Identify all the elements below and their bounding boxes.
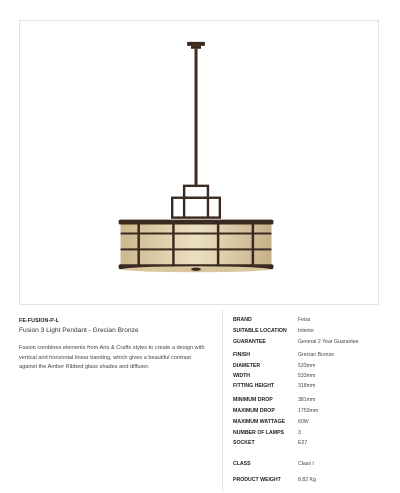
spec-label: MAXIMUM DROP bbox=[233, 408, 275, 414]
suspension-rod bbox=[195, 49, 198, 186]
spec-value: 533mm bbox=[298, 373, 316, 379]
spec-value: General 2 Year Guarantee bbox=[298, 339, 359, 345]
product-title: Fusion 3 Light Pendant - Grecian Bronze bbox=[19, 327, 139, 334]
spec-value: Class I bbox=[298, 461, 314, 467]
spec-label: NUMBER OF LAMPS bbox=[233, 430, 285, 436]
spec-value: 533mm bbox=[298, 363, 316, 369]
spec-value: 1753mm bbox=[298, 408, 319, 414]
product-image-frame bbox=[19, 20, 379, 305]
product-code: FE-FUSION-P-L bbox=[19, 318, 60, 324]
ceiling-canopy bbox=[187, 42, 205, 49]
spec-value: 318mm bbox=[298, 383, 316, 389]
spec-label: BRAND bbox=[233, 317, 252, 323]
spec-value: 60W bbox=[298, 419, 309, 425]
column-divider bbox=[222, 310, 223, 492]
spec-label: FITTING HEIGHT bbox=[233, 383, 275, 389]
spec-label: WIDTH bbox=[233, 373, 250, 379]
spec-value: E27 bbox=[298, 440, 308, 446]
spec-label: MAXIMUM WATTAGE bbox=[233, 419, 285, 425]
product-info bbox=[19, 318, 214, 373]
spec-label: FINISH bbox=[233, 352, 251, 358]
spec-value: Grecian Bronze bbox=[298, 352, 335, 358]
top-bracket bbox=[172, 186, 220, 218]
spec-value: 381mm bbox=[298, 397, 316, 403]
drum-shade bbox=[119, 220, 274, 273]
spec-value: 3 bbox=[298, 430, 301, 436]
spec-label: PRODUCT WEIGHT bbox=[233, 477, 281, 483]
product-description: Fusion combines elements from Arts & Crafts styles to create a design with vertical and horizontal linear banding, which gives a beautiful contrast against the Amber Ribbed glass shades and diffuser. bbox=[19, 345, 205, 370]
spec-label: GUARANTEE bbox=[233, 339, 266, 345]
spec-label: MINIMUM DROP bbox=[233, 397, 273, 403]
spec-label: SUITABLE LOCATION bbox=[233, 328, 287, 334]
spec-label: SOCKET bbox=[233, 440, 255, 446]
pendant-light-illustration bbox=[20, 21, 378, 304]
spec-value: 8.82 Kg bbox=[298, 477, 316, 483]
spec-value: Feiss bbox=[298, 317, 311, 323]
spec-label: DIAMETER bbox=[233, 363, 261, 369]
spec-label: CLASS bbox=[233, 461, 251, 467]
spec-value: Interior bbox=[298, 328, 315, 334]
